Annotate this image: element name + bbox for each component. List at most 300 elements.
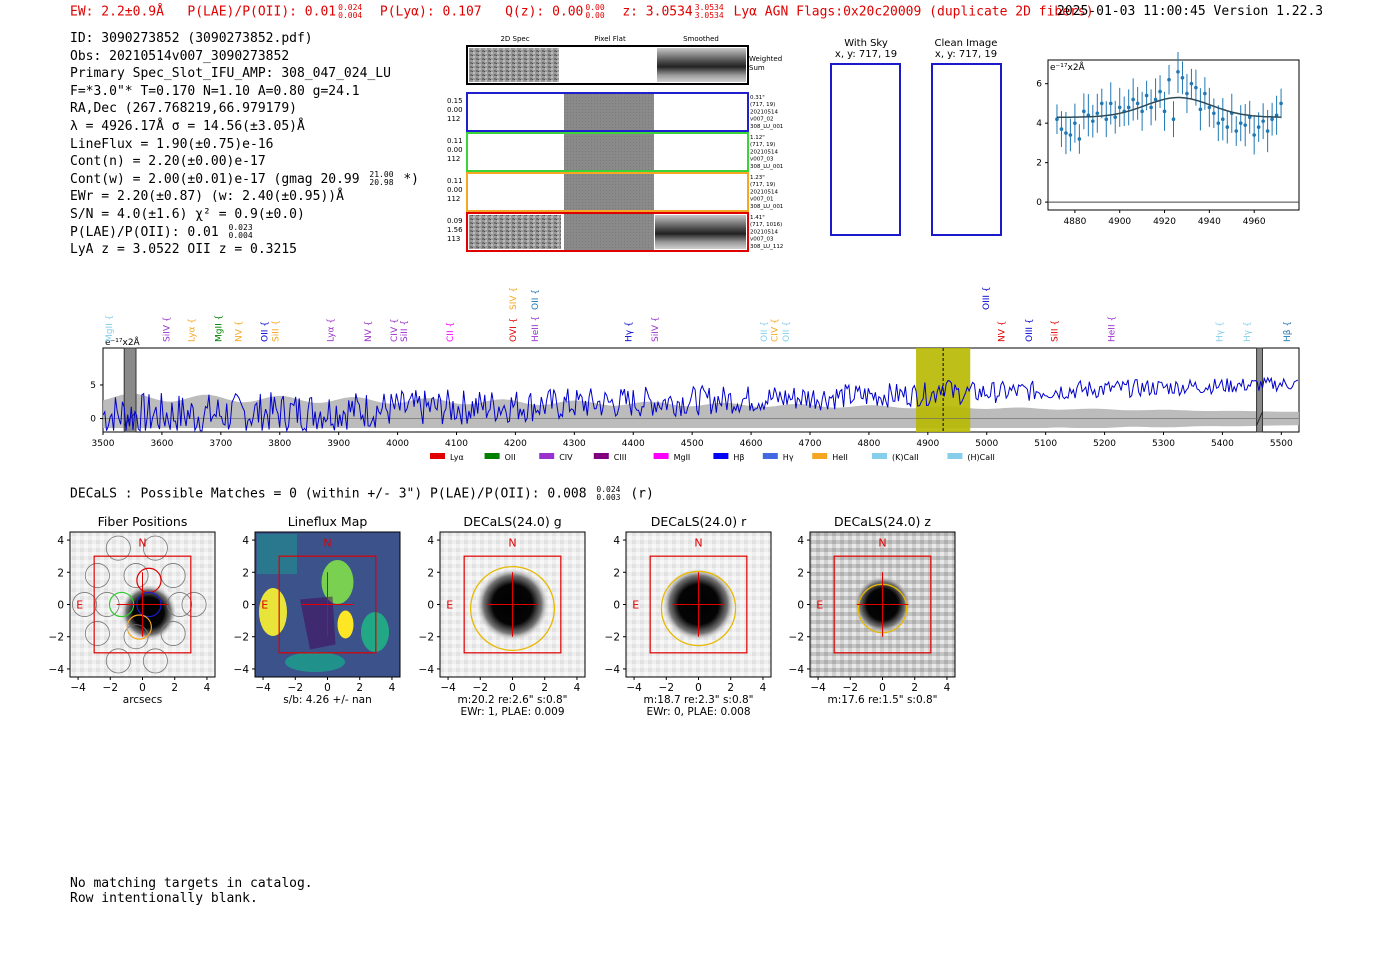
zoom-data-point xyxy=(1257,125,1261,129)
north-label: N xyxy=(878,536,887,550)
emission-line-label: OVI { xyxy=(509,317,520,342)
fiber-row-stat: 0.00 xyxy=(447,106,463,114)
decals-ytick-label: −2 xyxy=(788,631,804,644)
info-plae-hi: 0.023 xyxy=(228,223,253,233)
legend-label: Lyα xyxy=(450,453,464,462)
full-xtick-label: 5100 xyxy=(1034,439,1058,449)
emission-line-label: CII { xyxy=(446,321,457,342)
emission-line-label: SiII { xyxy=(1050,319,1061,342)
fiber-row-smoothed-image xyxy=(655,215,746,249)
decals-xtick-label: 2 xyxy=(541,682,549,694)
fiber-row-meta: 308_LU_001 xyxy=(750,123,784,130)
flags-text: Lyα AGN Flags:0x20c20009 (duplicate 2D fibers) xyxy=(733,4,1094,20)
decals-ytick-label: 0 xyxy=(613,599,620,612)
decals-caption: arcsecs xyxy=(122,694,163,706)
fiber-row-meta: 20210514 xyxy=(750,229,778,236)
fiber-row-stat: 0.09 xyxy=(447,217,463,225)
legend-swatch xyxy=(654,453,669,459)
emission-line-label: NV { xyxy=(997,320,1008,342)
zoom-data-point xyxy=(1140,110,1144,114)
legend-label: Hβ xyxy=(733,453,745,462)
zoom-data-point xyxy=(1181,76,1185,80)
fiber-row-meta: v007_03 xyxy=(750,236,774,243)
zoom-data-point xyxy=(1279,102,1283,106)
emission-line-label: OII { xyxy=(760,321,771,342)
north-label: N xyxy=(694,536,703,550)
zoom-ylabel: e⁻¹⁷x2Å xyxy=(1050,63,1085,73)
decals-xtick-label: −4 xyxy=(810,682,826,694)
decals-xtick-label: 0 xyxy=(324,682,331,694)
zoom-fit-chart xyxy=(1030,52,1330,237)
decals-caption: EWr: 1, PLAE: 0.009 xyxy=(460,706,565,718)
zoom-data-point xyxy=(1199,108,1203,112)
info-block xyxy=(70,30,419,259)
decals-xtick-label: −2 xyxy=(472,682,489,694)
legend-swatch xyxy=(594,453,609,459)
decals-plae-bounds xyxy=(596,486,620,502)
full-xtick-label: 4800 xyxy=(857,439,881,449)
full-xtick-label: 3500 xyxy=(91,439,115,449)
decals-ytick-label: 2 xyxy=(427,567,434,580)
plae-value: P(LAE)/P(OII): 0.01 xyxy=(187,4,337,20)
pixelflat-col-title: Pixel Flat xyxy=(594,35,626,43)
legend-swatch xyxy=(539,453,554,459)
cont-w-hi: 21.00 xyxy=(369,170,394,180)
decals-ytick-label: −4 xyxy=(418,663,434,676)
full-ylabel: e⁻¹⁷x2Å xyxy=(105,338,140,348)
zoom-data-point xyxy=(1221,117,1225,121)
fiber-row-meta: v007_03 xyxy=(750,156,774,163)
north-label: N xyxy=(323,536,332,550)
full-xtick-label: 3600 xyxy=(150,439,174,449)
info-sn: S/N = 4.0(±1.6) χ² = 0.9(±0.0) xyxy=(70,206,305,222)
emission-line-label: OII { xyxy=(781,321,792,342)
clean-image-header xyxy=(931,38,1001,60)
zoom-data-point xyxy=(1069,133,1073,137)
decals-panels xyxy=(40,508,980,728)
zoom-data-point xyxy=(1109,102,1113,106)
fiber-row-meta: 1.23" xyxy=(750,175,765,181)
fiber-row-meta: (717, 19) xyxy=(750,102,776,109)
fiber-row-stat: 0.11 xyxy=(447,177,463,185)
zoom-data-point xyxy=(1078,137,1082,141)
plya-value: P(Lyα): 0.107 xyxy=(379,4,482,20)
decals-title-tail: (r) xyxy=(630,486,654,502)
cont-w-text: Cont(w) = 2.00(±0.01)e-17 (gmag 20.99 xyxy=(70,171,360,187)
info-ewr: EWr = 2.20(±0.87) (w: 2.40(±0.95))Å xyxy=(70,189,344,205)
emission-line-label: OIII { xyxy=(982,286,993,310)
full-xtick-label: 5000 xyxy=(975,439,999,449)
decals-xtick-label: −2 xyxy=(102,682,119,694)
decals-caption: EWr: 0, PLAE: 0.008 xyxy=(646,706,751,718)
full-xtick-label: 5200 xyxy=(1093,439,1117,449)
full-xtick-label: 4700 xyxy=(798,439,822,449)
emission-line-label: HeII { xyxy=(1107,315,1118,342)
legend-label: MgII xyxy=(673,453,691,462)
legend-label: HeII xyxy=(832,453,848,462)
zoom-ytick-label: 0 xyxy=(1036,198,1042,209)
clean-image-title: Clean Image xyxy=(934,38,998,49)
decals-ytick-label: 4 xyxy=(797,535,804,548)
legend-label: CIII xyxy=(613,453,627,462)
decals-xtick-label: 0 xyxy=(139,682,146,694)
east-label: E xyxy=(261,598,269,612)
qz-hi: 0.00 xyxy=(585,3,605,12)
zoom-xtick-label: 4960 xyxy=(1242,217,1266,227)
decals-caption: m:17.6 re:1.5" s:0.8" xyxy=(827,694,938,706)
zoom-data-point xyxy=(1239,121,1243,125)
qz-lo: 0.00 xyxy=(585,11,605,20)
plae-lo: 0.004 xyxy=(338,11,363,20)
emission-line-label: SiIV { xyxy=(651,316,662,342)
decals-caption: s/b: 4.26 +/- nan xyxy=(283,694,372,706)
decals-ytick-label: −2 xyxy=(604,631,620,644)
full-xtick-label: 4000 xyxy=(386,439,410,449)
z-lo: 3.0534 xyxy=(694,11,724,20)
decals-xtick-label: −2 xyxy=(287,682,304,694)
zoom-data-point xyxy=(1208,106,1212,110)
zoom-data-point xyxy=(1261,119,1265,123)
emission-line-label: CIV { xyxy=(770,318,781,342)
footer-line-2: Row intentionally blank. xyxy=(70,891,258,906)
flux-region xyxy=(257,534,297,574)
fiber-row-stat: 1.56 xyxy=(447,226,463,234)
decals-panel xyxy=(234,514,400,706)
decals-xtick-label: −4 xyxy=(255,682,271,694)
smoothed-col-title: Smoothed xyxy=(683,35,719,43)
info-params: F=*3.0"* T=0.170 N=1.10 A=0.80 g=24.1 xyxy=(70,83,360,99)
with-sky-header xyxy=(832,38,900,60)
fiber-row-meta: (717, 19) xyxy=(750,142,776,149)
full-xtick-label: 5300 xyxy=(1152,439,1175,449)
decals-ytick-label: 4 xyxy=(242,535,249,548)
plae-hi: 0.024 xyxy=(338,3,363,12)
full-xtick-label: 4200 xyxy=(503,439,527,449)
emission-line-label: Hγ { xyxy=(624,321,635,342)
full-xtick-label: 4500 xyxy=(680,439,704,449)
fiber-row-pixelflat xyxy=(564,174,654,210)
decals-ytick-label: 0 xyxy=(57,599,64,612)
flux-region xyxy=(361,612,389,652)
zoom-data-point xyxy=(1225,125,1229,129)
decals-ytick-label: −4 xyxy=(788,663,804,676)
info-lambda: λ = 4926.17Å σ = 14.56(±3.05)Å xyxy=(70,118,305,134)
decals-xtick-label: 4 xyxy=(388,682,396,694)
footer-notes xyxy=(70,876,313,906)
emission-line-label: OII { xyxy=(260,321,271,342)
zoom-data-point xyxy=(1060,127,1064,131)
decals-xtick-label: 2 xyxy=(727,682,735,694)
emission-line-label: Lyα { xyxy=(326,317,337,342)
decals-xtick-label: 2 xyxy=(911,682,919,694)
legend-swatch xyxy=(872,453,887,459)
zoom-xtick-label: 4920 xyxy=(1153,217,1176,227)
zoom-ytick-label: 6 xyxy=(1036,79,1042,90)
emission-line-label: SIV { xyxy=(509,286,520,310)
decals-caption: m:20.2 re:2.6" s:0.8" xyxy=(457,694,568,706)
decals-xtick-label: −4 xyxy=(440,682,456,694)
zoom-data-point xyxy=(1073,121,1077,125)
zoom-data-point xyxy=(1243,123,1247,127)
fiber-row-2d-image xyxy=(469,215,561,249)
legend-swatch xyxy=(812,453,827,459)
fiber-row-meta: 1.41" xyxy=(750,215,765,221)
zoom-data-point xyxy=(1217,121,1221,125)
emission-line-label: SiIV { xyxy=(162,316,173,342)
zoom-data-point xyxy=(1149,106,1153,110)
fiber-row-pixelflat xyxy=(564,94,654,130)
fiber-row-stat: 112 xyxy=(447,115,461,123)
east-label: E xyxy=(446,598,454,612)
z-bounds xyxy=(695,4,724,20)
zoom-data-point xyxy=(1176,70,1180,74)
decals-xtick-label: −4 xyxy=(70,682,86,694)
fiber-row-stat: 112 xyxy=(447,195,461,203)
fiber-row-stat: 0.15 xyxy=(447,97,463,105)
zoom-data-point xyxy=(1234,129,1238,133)
fiber-row-stat: 112 xyxy=(447,155,461,163)
fiber-row-meta: 0.31" xyxy=(750,95,765,101)
decals-ytick-label: 0 xyxy=(797,599,804,612)
fiber-rows xyxy=(447,93,783,251)
zoom-data-point xyxy=(1091,119,1095,123)
decals-title xyxy=(70,486,654,502)
decals-panel-title: DECaLS(24.0) g xyxy=(463,514,562,529)
legend-label: (K)CaII xyxy=(892,453,919,462)
emission-line-label: SiII { xyxy=(400,319,411,342)
emission-line-label: Hγ { xyxy=(1243,321,1254,342)
zoom-data-point xyxy=(1100,102,1104,106)
qz-bounds xyxy=(585,4,604,20)
legend-label: OII xyxy=(504,453,516,462)
full-xtick-label: 5400 xyxy=(1210,439,1234,449)
with-sky-image xyxy=(830,63,901,236)
zoom-data-point xyxy=(1163,110,1167,114)
decals-xtick-label: −2 xyxy=(658,682,675,694)
zoom-data-point xyxy=(1145,94,1149,98)
zoom-data-point xyxy=(1190,82,1194,86)
zoom-data-point xyxy=(1136,102,1140,106)
zoom-data-point xyxy=(1252,133,1256,137)
zoom-data-point xyxy=(1104,117,1108,121)
emission-line-label: HeII { xyxy=(530,315,541,342)
full-xtick-label: 3700 xyxy=(209,439,233,449)
legend-label: Hγ xyxy=(782,453,794,462)
info-lineflux: LineFlux = 1.90(±0.75)e-16 xyxy=(70,136,274,152)
timestamp-version: 2025-01-03 11:00:45 Version 1.22.3 xyxy=(1057,4,1324,19)
weighted-label-2: Sum xyxy=(749,64,765,72)
decals-ytick-label: 2 xyxy=(613,567,620,580)
decals-panel xyxy=(419,514,585,718)
zoom-data-point xyxy=(1055,117,1059,121)
decals-ytick-label: −4 xyxy=(48,663,64,676)
info-radec: RA,Dec (267.768219,66.979179) xyxy=(70,101,297,117)
decals-panel-title: DECaLS(24.0) z xyxy=(834,514,931,529)
fiber-row-meta: 308_LU_001 xyxy=(750,203,784,210)
decals-xtick-label: 2 xyxy=(171,682,179,694)
zoom-data-point xyxy=(1064,131,1068,135)
decals-ytick-label: −4 xyxy=(604,663,620,676)
decals-caption: m:18.7 re:2.3" s:0.8" xyxy=(643,694,754,706)
info-obs: Obs: 20210514v007_3090273852 xyxy=(70,48,290,64)
footer-line-1: No matching targets in catalog. xyxy=(70,876,313,891)
zoom-data-point xyxy=(1096,111,1100,115)
z-hi: 3.0534 xyxy=(694,3,724,12)
decals-xtick-label: 4 xyxy=(759,682,767,694)
flux-region xyxy=(285,652,345,672)
decals-ytick-label: 2 xyxy=(242,567,249,580)
zoom-ytick-label: 4 xyxy=(1036,119,1042,130)
zoom-data-point xyxy=(1270,117,1274,121)
weighted-2d-image xyxy=(469,48,559,82)
legend-swatch xyxy=(485,453,500,459)
decals-ytick-label: 0 xyxy=(427,599,434,612)
emission-line-label: NV { xyxy=(364,320,375,342)
legend-label: (H)CaII xyxy=(967,453,995,462)
north-label: N xyxy=(508,536,517,550)
full-xtick-label: 4900 xyxy=(916,439,940,449)
qz-value: Q(z): 0.00 xyxy=(505,4,584,20)
cont-w-bounds xyxy=(369,171,393,187)
decals-ytick-label: 2 xyxy=(57,567,64,580)
full-spectrum-chart xyxy=(70,270,1330,470)
emission-line-label: Hγ { xyxy=(1215,321,1226,342)
east-label: E xyxy=(76,598,84,612)
info-id: ID: 3090273852 (3090273852.pdf) xyxy=(70,31,313,46)
fiber-row-stat: 0.00 xyxy=(447,186,463,194)
east-label: E xyxy=(816,598,824,612)
spec2d-col-title: 2D Spec xyxy=(500,35,530,43)
zoom-data-point xyxy=(1158,90,1162,94)
info-plae xyxy=(70,224,419,242)
decals-ytick-label: 4 xyxy=(57,535,64,548)
full-ytick-label: 0 xyxy=(90,414,96,425)
fiber-row-meta: 308_LU_001 xyxy=(750,163,784,170)
zoom-data-point xyxy=(1203,92,1207,96)
decals-ytick-label: −2 xyxy=(418,631,434,644)
ew-value: EW: 2.2±0.9Å xyxy=(70,4,164,20)
fiber-row-stat: 113 xyxy=(447,235,461,243)
full-xtick-label: 4300 xyxy=(562,439,586,449)
decals-xtick-label: 4 xyxy=(573,682,581,694)
full-xtick-label: 4600 xyxy=(739,439,763,449)
full-xtick-label: 4400 xyxy=(621,439,645,449)
decals-xtick-label: 2 xyxy=(356,682,364,694)
full-xtick-label: 3900 xyxy=(327,439,351,449)
zoom-data-point xyxy=(1212,111,1216,115)
emission-line-label: OII { xyxy=(530,289,541,310)
decals-ytick-label: 4 xyxy=(427,535,434,548)
fiber-row-meta: v007_01 xyxy=(750,196,774,203)
east-label: E xyxy=(632,598,640,612)
decals-panel xyxy=(789,514,955,706)
header-summary xyxy=(70,4,1094,20)
zoom-data-point xyxy=(1131,98,1135,102)
full-xtick-label: 5500 xyxy=(1269,439,1293,449)
full-xtick-label: 4100 xyxy=(445,439,468,449)
legend-swatch xyxy=(713,453,728,459)
cont-w-tail: *) xyxy=(403,171,419,187)
decals-xtick-label: 4 xyxy=(943,682,951,694)
decals-panel-title: Lineflux Map xyxy=(287,514,368,529)
decals-plae-hi: 0.024 xyxy=(596,485,621,494)
fiber-row-meta: 20210514 xyxy=(750,189,778,196)
emission-line-label: CIV { xyxy=(390,318,401,342)
decals-xtick-label: 0 xyxy=(879,682,886,694)
emission-line-label: SiII { xyxy=(271,319,282,342)
zoom-data-point xyxy=(1167,78,1171,82)
weighted-label-1: Weighted xyxy=(749,55,783,63)
emission-line-label: MgII { xyxy=(104,314,115,342)
zoom-data-point xyxy=(1127,106,1131,110)
decals-panel xyxy=(49,514,215,706)
fiber-row-meta: (717, 1016) xyxy=(750,222,783,229)
fiber-row-meta: (717, 19) xyxy=(750,182,776,189)
with-sky-title: With Sky xyxy=(844,38,888,49)
info-plae-text: P(LAE)/P(OII): 0.01 xyxy=(70,224,219,240)
decals-xtick-label: −2 xyxy=(842,682,859,694)
decals-ytick-label: 2 xyxy=(797,567,804,580)
info-plae-lo: 0.004 xyxy=(228,231,253,241)
fiber-row-stat: 0.00 xyxy=(447,146,463,154)
zoom-xtick-label: 4940 xyxy=(1197,217,1221,227)
decals-title-text: DECaLS : Possible Matches = 0 (within +/- 3") P(LAE)/P(OII): 0.008 xyxy=(70,486,587,502)
zoom-xtick-label: 4880 xyxy=(1063,217,1087,227)
north-label: N xyxy=(138,536,147,550)
decals-panel xyxy=(605,514,771,718)
flux-peak xyxy=(338,611,354,639)
emission-line-label: Hβ { xyxy=(1283,320,1294,342)
decals-panel-title: DECaLS(24.0) r xyxy=(650,514,747,529)
decals-xtick-label: 4 xyxy=(203,682,211,694)
decals-xtick-label: 0 xyxy=(509,682,516,694)
fiber-row-stat: 0.11 xyxy=(447,137,463,145)
decals-panel-title: Fiber Positions xyxy=(97,514,188,529)
weighted-smoothed-image xyxy=(657,48,746,82)
decals-xtick-label: 0 xyxy=(695,682,702,694)
fiber-row-pixelflat xyxy=(564,134,654,170)
z-value: z: 3.0534 xyxy=(622,4,693,20)
full-ytick-label: 5 xyxy=(90,380,96,391)
zoom-data-point xyxy=(1118,106,1122,110)
zoom-data-point xyxy=(1113,115,1117,119)
zoom-data-point xyxy=(1185,92,1189,96)
info-cont-w xyxy=(70,171,419,189)
decals-plae-lo: 0.003 xyxy=(596,493,621,502)
with-sky-xy: x, y: 717, 19 xyxy=(834,49,898,60)
decals-ytick-label: −4 xyxy=(233,663,249,676)
zoom-xtick-label: 4900 xyxy=(1108,217,1132,227)
emission-line-label: Lyα { xyxy=(187,317,198,342)
info-cont-n: Cont(n) = 2.20(±0.00)e-17 xyxy=(70,154,266,170)
info-plae-bounds xyxy=(229,224,253,240)
fiber-row-meta: 308_LU_112 xyxy=(750,243,784,250)
zoom-data-point xyxy=(1266,129,1270,133)
info-z: LyA z = 3.0522 OII z = 0.3215 xyxy=(70,242,297,258)
decals-ytick-label: −2 xyxy=(233,631,249,644)
fiber-row-pixelflat xyxy=(564,214,654,250)
cont-w-lo: 20.98 xyxy=(369,178,394,188)
decals-ytick-label: 4 xyxy=(613,535,620,548)
legend-swatch xyxy=(763,453,778,459)
info-spec-slot: Primary Spec_Slot_IFU_AMP: 308_047_024_LU xyxy=(70,66,391,82)
zoom-data-point xyxy=(1082,110,1086,114)
fiber-row-meta: v007_02 xyxy=(750,116,774,123)
zoom-ytick-label: 2 xyxy=(1036,158,1042,169)
fiber-row-meta: 20210514 xyxy=(750,149,778,156)
zoom-data-point xyxy=(1194,86,1198,90)
legend-swatch xyxy=(947,453,962,459)
